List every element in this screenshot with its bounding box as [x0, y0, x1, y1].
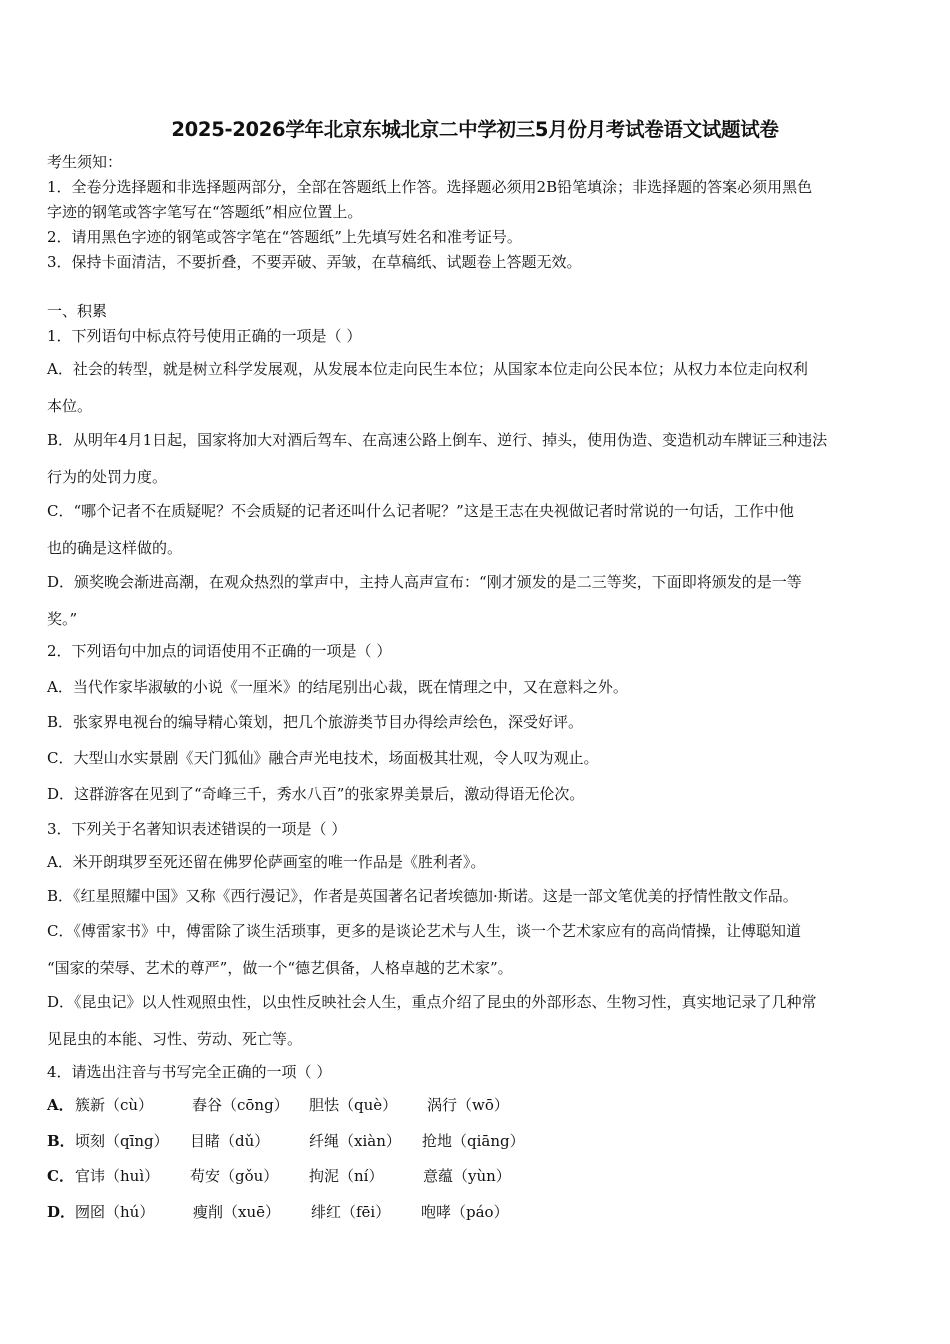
word-item: 涡行（wō） [427, 1096, 509, 1114]
q2-option-b: B．张家界电视台的编导精心策划，把几个旅游类节目办得绘声绘色，深受好评。 [47, 713, 584, 731]
word-item: 咆哮（páo） [421, 1203, 509, 1221]
word-item: 拘泥（ní） [309, 1167, 384, 1185]
q4-option-b [47, 1131, 747, 1151]
q1-option-c-cont: 也的确是这样做的。 [47, 539, 183, 557]
option-label: C． [47, 1167, 74, 1185]
option-label: D． [47, 1203, 76, 1221]
exam-title: 2025-2026学年北京东城北京二中学初三5月份月考试卷语文试题试卷 [171, 118, 779, 141]
q2-option-a: A．当代作家毕淑敏的小说《一厘米》的结尾别出心裁，既在情理之中，又在意料之外。 [47, 678, 628, 696]
section-heading: 一、积累 [47, 302, 108, 320]
option-label: A． [47, 1096, 74, 1114]
q4-option-a [47, 1095, 747, 1115]
q1-option-d: D．颁奖晚会渐进高潮，在观众热烈的掌声中，主持人高声宣布：“刚才颁发的是二三等奖，下面即将颁发的是一等 [47, 573, 802, 591]
word-item: 簇新（cù） [75, 1096, 154, 1114]
word-item: 抢地（qiāng） [422, 1132, 525, 1150]
question-1-stem: 1．下列语句中标点符号使用正确的一项是（ ） [47, 327, 362, 345]
q4-option-c [47, 1166, 747, 1186]
q3-option-c: C．《傅雷家书》中，傅雷除了谈生活琐事，更多的是谈论艺术与人生，谈一个艺术家应有的高尚情操，让傅聪知道 [47, 922, 801, 940]
q1-option-a-cont: 本位。 [47, 397, 93, 415]
word-item: 胆怯（què） [309, 1096, 398, 1114]
q1-option-b-cont: 行为的处罚力度。 [47, 468, 168, 486]
q3-option-b: B．《红星照耀中国》又称《西行漫记》，作者是英国著名记者埃德加·斯诺。这是一部文笔优美的抒情性散文作品。 [47, 887, 798, 905]
notice-item-3: 3．保持卡面清洁，不要折叠，不要弄破、弄皱，在草稿纸、试题卷上答题无效。 [47, 253, 582, 271]
q2-option-c: C．大型山水实景剧《天门狐仙》融合声光电技术，场面极其壮观，令人叹为观止。 [47, 749, 599, 767]
word-item: 囫囵（hú） [75, 1203, 155, 1221]
q3-option-d-cont: 见昆虫的本能、习性、劳动、死亡等。 [47, 1030, 303, 1048]
word-item: 纤绳（xiàn） [309, 1132, 401, 1150]
word-item: 意蕴（yùn） [423, 1167, 511, 1185]
word-item: 顷刻（qīng） [75, 1132, 169, 1150]
word-item: 瘦削（xuē） [193, 1203, 280, 1221]
notice-item-1: 1．全卷分选择题和非选择题两部分，全部在答题纸上作答。选择题必须用2B铅笔填涂；非选择题的答案必须用黑色 [47, 178, 813, 196]
q1-option-a: A．社会的转型，就是树立科学发展观，从发展本位走向民生本位；从国家本位走向公民本位；从权力本位走向权利 [47, 360, 808, 378]
notice-heading: 考生须知： [47, 153, 123, 171]
word-item: 苟安（gǒu） [190, 1167, 279, 1185]
q4-option-d [47, 1202, 747, 1222]
word-item: 绯红（fēi） [311, 1203, 391, 1221]
notice-item-2: 2．请用黑色字迹的钢笔或答字笔在“答题纸”上先填写姓名和准考证号。 [47, 228, 522, 246]
q1-option-d-cont: 奖。” [47, 610, 78, 628]
notice-item-1-cont: 字迹的钢笔或答字笔写在“答题纸”相应位置上。 [47, 203, 363, 221]
word-item: 目睹（dǔ） [190, 1132, 270, 1150]
q1-option-b: B．从明年4月1日起，国家将加大对酒后驾车、在高速公路上倒车、逆行、掉头，使用伪造、变造机动车牌证三种违法 [47, 431, 828, 449]
option-label: B． [47, 1132, 75, 1150]
word-item: 舂谷（cōng） [192, 1096, 289, 1114]
question-2-stem: 2．下列语句中加点的词语使用不正确的一项是（ ） [47, 642, 392, 660]
q2-option-d: D．这群游客在见到了“奇峰三千，秀水八百”的张家界美景后，激动得语无伦次。 [47, 785, 585, 803]
word-item: 官讳（huì） [75, 1167, 160, 1185]
question-3-stem: 3．下列关于名著知识表述错误的一项是（ ） [47, 820, 347, 838]
question-4-stem: 4．请选出注音与书写完全正确的一项（ ） [47, 1063, 332, 1081]
q3-option-d: D．《昆虫记》以人性观照虫性，以虫性反映社会人生，重点介绍了昆虫的外部形态、生物习性，真实地记录了几种常 [47, 993, 817, 1011]
q3-option-a: A．米开朗琪罗至死还留在佛罗伦萨画室的唯一作品是《胜利者》。 [47, 853, 486, 871]
q1-option-c: C．“哪个记者不在质疑呢？不会质疑的记者还叫什么记者呢？”这是王志在央视做记者时常说的一句话，工作中他 [47, 502, 794, 520]
q3-option-c-cont: “国家的荣辱、艺术的尊严”，做一个“德艺俱备，人格卓越的艺术家”。 [47, 959, 513, 977]
